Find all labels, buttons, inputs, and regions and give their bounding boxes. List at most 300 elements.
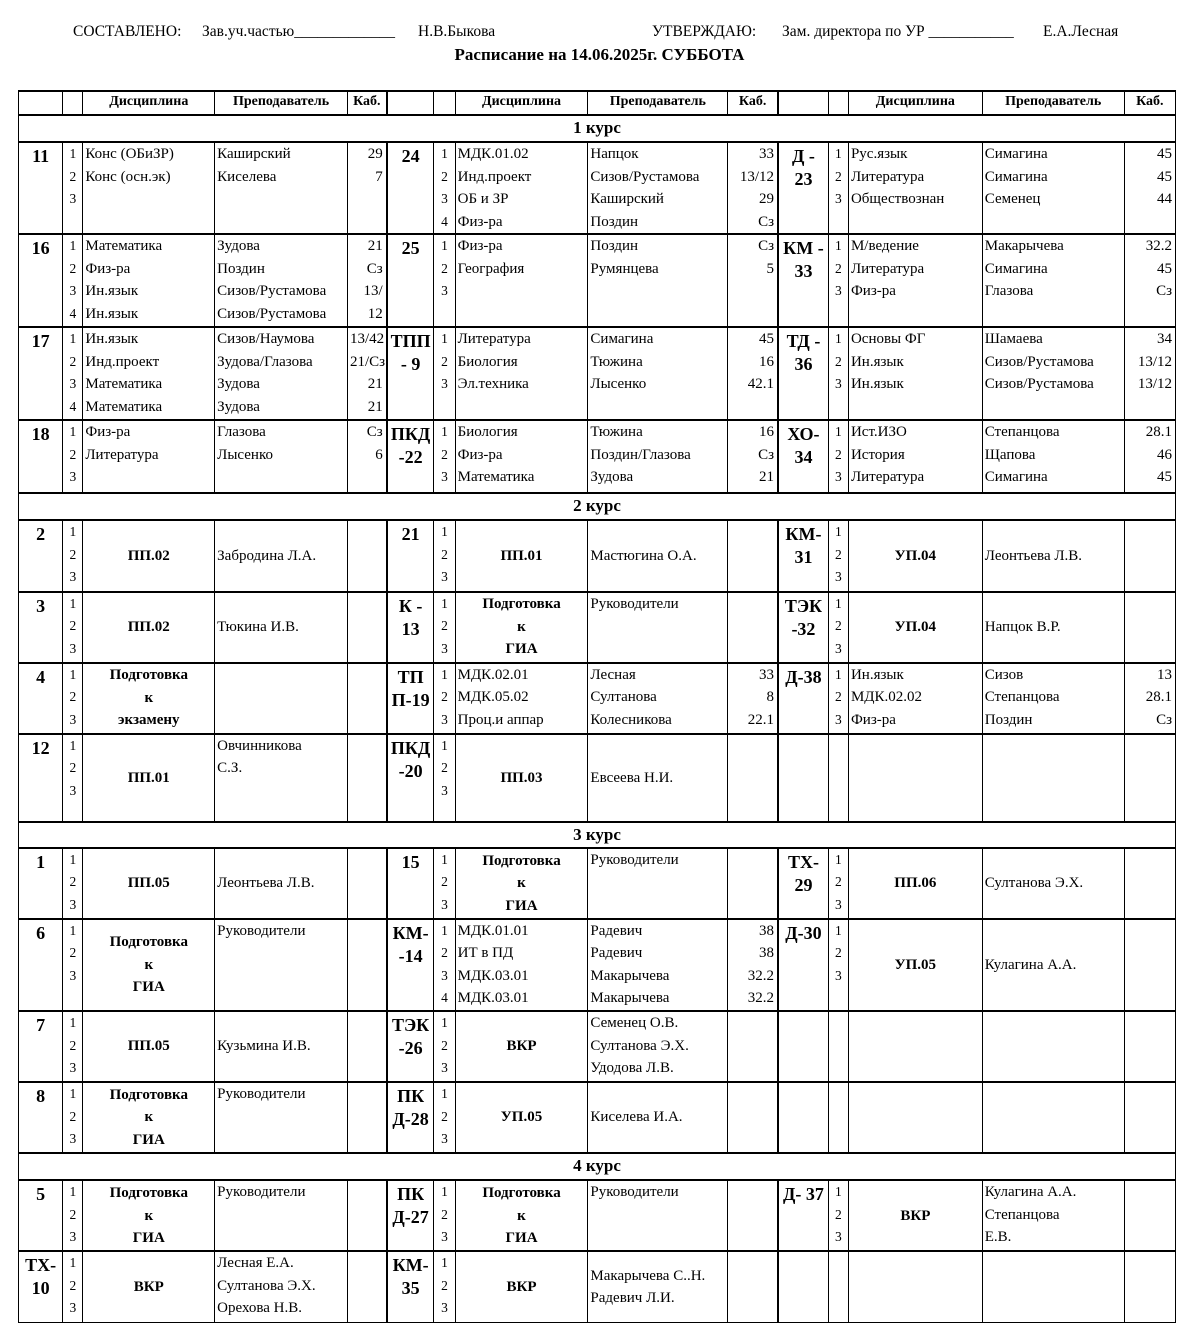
pair-numbers xyxy=(63,592,83,663)
teacher-cell xyxy=(215,919,348,1011)
practice-cell xyxy=(83,592,215,663)
practice-label: к xyxy=(144,689,154,706)
practice-cell xyxy=(83,1011,215,1082)
header-pair-cell xyxy=(828,91,848,115)
group-name: ПК Д-27 xyxy=(387,1180,434,1251)
practice-label: УП.04 xyxy=(894,547,937,564)
pair-numbers xyxy=(63,1082,83,1153)
teacher-name: Леонтьева Л.В. xyxy=(984,547,1083,564)
practice-label: к xyxy=(517,875,526,892)
teacher-name: Симагина xyxy=(984,469,1048,486)
practice-label: ПП.06 xyxy=(894,875,937,892)
schedule-row xyxy=(19,327,1176,420)
teacher-cell xyxy=(982,520,1124,591)
room-number: 21 xyxy=(367,376,383,393)
teacher-name: Сизов/Рустамова xyxy=(217,283,327,300)
teacher-name: Поздин/Глазова xyxy=(590,446,691,463)
practice-cell xyxy=(848,1180,982,1251)
teacher-name: Е.В. xyxy=(984,1229,1012,1246)
empty-cell xyxy=(848,1251,982,1322)
practice-cell xyxy=(848,592,982,663)
room-number: 13 xyxy=(1157,666,1172,683)
pair-number: 3 xyxy=(69,191,77,207)
discipline-cell xyxy=(848,663,982,734)
room-number: 28.1 xyxy=(1145,689,1172,706)
schedule-row xyxy=(19,919,1176,1011)
practice-cell xyxy=(455,592,588,663)
group-name: 8 xyxy=(19,1082,63,1153)
room-cell xyxy=(1124,234,1175,327)
pair-number: 2 xyxy=(441,446,448,462)
pair-numbers xyxy=(434,420,455,493)
pair-numbers xyxy=(434,848,455,919)
teacher-cell xyxy=(215,142,348,234)
discipline-name: М/ведение xyxy=(850,238,919,255)
header-pair-cell xyxy=(434,91,455,115)
teacher-name: Симагина xyxy=(590,331,654,348)
room-cell xyxy=(1124,327,1175,420)
teacher-name: Радевич Л.И. xyxy=(590,1290,675,1307)
header-group-cell xyxy=(778,91,828,115)
pair-number: 2 xyxy=(441,874,448,890)
pair-number: 2 xyxy=(835,168,842,184)
empty-cell xyxy=(828,734,848,822)
teacher-name: Султанова Э.Х. xyxy=(217,1277,316,1294)
pair-number: 3 xyxy=(441,967,448,983)
room-number: 13/12 xyxy=(739,168,775,185)
empty-cell xyxy=(828,1011,848,1082)
pair-number: 3 xyxy=(441,1229,448,1245)
pair-numbers xyxy=(434,1082,455,1153)
room-number: Сз xyxy=(366,260,383,277)
room-cell xyxy=(728,420,778,493)
teacher-cell xyxy=(588,1180,728,1251)
teacher-name: Киселева И.А. xyxy=(590,1109,683,1126)
empty-cell xyxy=(778,1082,828,1153)
schedule-row xyxy=(19,1082,1176,1153)
group-name: ХО- 34 xyxy=(778,420,828,493)
teacher-name: Забродина Л.А. xyxy=(217,547,317,564)
room-number: 29 xyxy=(367,146,383,163)
practice-label: ПП.03 xyxy=(500,769,543,786)
schedule-row xyxy=(19,234,1176,327)
pair-number: 3 xyxy=(69,469,77,485)
room-number: 21 xyxy=(367,398,383,415)
group-name: Д - 23 xyxy=(778,142,828,234)
teacher-cell xyxy=(588,663,728,734)
room-number: 5 xyxy=(766,260,775,277)
room-cell xyxy=(1124,420,1175,493)
practice-label: к xyxy=(517,1207,526,1224)
group-name: 17 xyxy=(19,327,63,420)
pair-numbers xyxy=(434,234,455,327)
teacher-name: Зудова xyxy=(217,376,260,393)
teacher-name: Султанова Э.Х. xyxy=(984,875,1084,892)
group-name: ТП П-19 xyxy=(387,663,434,734)
schedule-row xyxy=(19,142,1176,234)
pair-number: 3 xyxy=(69,1060,77,1076)
room-cell xyxy=(728,520,778,591)
group-name: КМ - 33 xyxy=(778,234,828,327)
schedule-row xyxy=(19,520,1176,591)
room-cell xyxy=(347,520,386,591)
practice-label: ПП.05 xyxy=(127,875,170,892)
pair-number: 3 xyxy=(835,569,842,585)
teacher-cell xyxy=(588,1011,728,1082)
discipline-name: Физ-ра xyxy=(85,260,131,277)
teacher-name: Поздин xyxy=(590,213,639,230)
pair-number: 3 xyxy=(835,711,842,727)
practice-label: УП.05 xyxy=(894,956,937,973)
pair-number: 4 xyxy=(69,398,77,414)
pair-number: 1 xyxy=(835,666,842,682)
discipline-name: МДК.02.01 xyxy=(457,666,529,683)
discipline-name: Математика xyxy=(85,238,163,255)
teacher-name: Степанцова xyxy=(984,689,1060,706)
teacher-name: Тюжина xyxy=(590,424,643,441)
discipline-name: Ин.язык xyxy=(850,353,904,370)
practice-cell xyxy=(83,848,215,919)
pair-numbers xyxy=(63,1011,83,1082)
schedule-row xyxy=(19,1251,1176,1322)
discipline-name: Конс (ОБиЗР) xyxy=(85,146,174,163)
teacher-name: Макарычева xyxy=(984,238,1064,255)
room-number: 33 xyxy=(759,666,775,683)
group-name: 5 xyxy=(19,1180,63,1251)
teacher-cell xyxy=(982,848,1124,919)
room-number: 45 xyxy=(759,331,775,348)
practice-label: УП.04 xyxy=(894,618,937,635)
discipline-cell xyxy=(83,234,215,327)
group-name: 2 xyxy=(19,520,63,591)
practice-cell xyxy=(83,1251,215,1322)
room-number: 12 xyxy=(367,305,383,322)
practice-label: ГИА xyxy=(132,1230,165,1246)
pair-numbers xyxy=(828,848,848,919)
pair-number: 1 xyxy=(441,331,448,347)
header-room: Каб. xyxy=(347,91,386,115)
empty-cell xyxy=(848,1082,982,1153)
pair-number: 3 xyxy=(441,1300,448,1316)
course-section-title: 4 курс xyxy=(19,1153,1176,1180)
discipline-name: МДК.01.02 xyxy=(457,146,529,163)
discipline-name: Инд.проект xyxy=(457,168,532,185)
discipline-name: Литература xyxy=(457,331,531,348)
pair-number: 3 xyxy=(69,711,77,727)
discipline-name: Инд.проект xyxy=(85,353,160,370)
pair-numbers xyxy=(63,420,83,493)
course-section-row xyxy=(19,115,1176,142)
room-cell xyxy=(347,848,386,919)
compiled-by-post: Зав.уч.частью_____________ xyxy=(202,23,395,40)
room-number: Сз xyxy=(366,424,383,441)
room-cell xyxy=(347,1180,386,1251)
empty-cell xyxy=(828,1251,848,1322)
room-number: 46 xyxy=(1157,446,1172,463)
teacher-name: Зудова xyxy=(590,469,634,486)
teacher-cell xyxy=(215,1011,348,1082)
pair-number: 2 xyxy=(441,1108,448,1124)
pair-number: 2 xyxy=(835,945,842,961)
group-name: ТХ- 10 xyxy=(19,1251,63,1322)
pair-number: 2 xyxy=(69,168,77,184)
pair-number: 1 xyxy=(441,524,448,540)
pair-number: 1 xyxy=(69,1184,77,1200)
course-section-row xyxy=(19,822,1176,848)
practice-label: Подготовка xyxy=(109,667,188,684)
room-number: 32.2 xyxy=(747,967,775,984)
empty-cell xyxy=(778,734,828,822)
teacher-cell xyxy=(215,592,348,663)
pair-number: 3 xyxy=(69,283,77,299)
pair-number: 2 xyxy=(69,1206,77,1222)
teacher-name: Лысенко xyxy=(590,376,647,393)
empty-cell xyxy=(1124,734,1175,822)
group-name: 7 xyxy=(19,1011,63,1082)
pair-number: 1 xyxy=(835,851,842,867)
practice-label: экзамену xyxy=(118,712,180,729)
room-cell xyxy=(1124,663,1175,734)
group-name: ТХ- 29 xyxy=(778,848,828,919)
header-discipline: Дисциплина xyxy=(848,91,982,115)
group-name: КМ- 31 xyxy=(778,520,828,591)
room-cell xyxy=(347,1011,386,1082)
teacher-cell xyxy=(215,663,348,734)
pair-number: 1 xyxy=(69,851,77,867)
discipline-cell xyxy=(455,420,588,493)
empty-cell xyxy=(982,1251,1124,1322)
teacher-name: Орехова Н.В. xyxy=(217,1300,303,1317)
room-cell xyxy=(1124,919,1175,1011)
room-number: Сз xyxy=(758,238,775,255)
pair-number: 4 xyxy=(441,990,448,1006)
room-cell xyxy=(347,327,386,420)
pair-number: 2 xyxy=(69,689,77,705)
discipline-name: МДК.01.01 xyxy=(457,922,529,939)
pair-numbers xyxy=(434,327,455,420)
room-number: Сз xyxy=(758,446,775,463)
practice-label: ВКР xyxy=(506,1038,537,1055)
schedule-row xyxy=(19,734,1176,822)
pair-number: 2 xyxy=(441,546,448,562)
discipline-name: МДК.03.01 xyxy=(457,967,529,984)
pair-numbers xyxy=(828,663,848,734)
teacher-cell xyxy=(588,1251,728,1322)
teacher-name: Руководители xyxy=(217,1086,306,1103)
pair-number: 1 xyxy=(835,922,842,938)
discipline-name: Ин.язык xyxy=(85,305,139,322)
teacher-name: Султанова Э.Х. xyxy=(590,1037,689,1054)
teacher-name: Руководители xyxy=(590,1184,679,1201)
schedule-row xyxy=(19,420,1176,493)
teacher-name: Глазова xyxy=(217,424,266,441)
room-number: 45 xyxy=(1157,469,1172,486)
pair-number: 2 xyxy=(441,689,448,705)
teacher-name: Сизов/Рустамова xyxy=(590,168,700,185)
teacher-name: Кулагина А.А. xyxy=(984,956,1077,973)
room-number: 13/ xyxy=(363,283,383,300)
teacher-cell xyxy=(215,1082,348,1153)
discipline-name: Литература xyxy=(85,446,159,463)
teacher-name: Румянцева xyxy=(590,260,659,277)
teacher-name: Овчинникова xyxy=(217,737,302,754)
group-name: КМ- 35 xyxy=(387,1251,434,1322)
discipline-name: Математика xyxy=(85,398,163,415)
teacher-cell xyxy=(588,520,728,591)
pair-number: 3 xyxy=(441,711,448,727)
room-number: 6 xyxy=(375,446,383,463)
group-name: ТД - 36 xyxy=(778,327,828,420)
practice-cell xyxy=(455,734,588,822)
practice-label: к xyxy=(144,1207,154,1224)
teacher-name: Руководители xyxy=(590,851,679,868)
empty-cell xyxy=(1124,1011,1175,1082)
teacher-name: Степанцова xyxy=(984,1206,1060,1223)
pair-number: 1 xyxy=(69,595,77,611)
discipline-cell xyxy=(455,234,588,327)
pair-number: 3 xyxy=(69,376,77,392)
room-cell xyxy=(728,1180,778,1251)
discipline-name: Обществознан xyxy=(850,191,945,208)
group-name: 6 xyxy=(19,919,63,1011)
group-name: 12 xyxy=(19,734,63,822)
pair-number: 2 xyxy=(69,618,77,634)
room-number: 42.1 xyxy=(747,376,775,393)
teacher-name: Радевич xyxy=(590,945,643,962)
practice-label: Подготовка xyxy=(109,1185,188,1201)
teacher-name: Сизов/Рустамова xyxy=(984,376,1094,393)
discipline-name: Литература xyxy=(850,168,925,185)
room-cell xyxy=(347,1082,386,1153)
schedule-table xyxy=(18,90,1176,1323)
teacher-cell xyxy=(982,327,1124,420)
teacher-name: Каширский xyxy=(217,146,291,163)
practice-label: УП.05 xyxy=(500,1109,543,1126)
practice-cell xyxy=(83,1180,215,1251)
pair-number: 2 xyxy=(69,353,77,369)
room-cell xyxy=(728,1082,778,1153)
room-number: 13/12 xyxy=(1137,376,1172,393)
header-teacher: Преподаватель xyxy=(588,91,728,115)
pair-number: 1 xyxy=(441,1184,448,1200)
teacher-name: Каширский xyxy=(590,191,664,208)
discipline-name: Конс (осн.эк) xyxy=(85,168,171,185)
room-number: 8 xyxy=(766,689,775,706)
group-name: 25 xyxy=(387,234,434,327)
discipline-cell xyxy=(848,142,982,234)
course-section-row xyxy=(19,493,1176,520)
practice-cell xyxy=(455,1011,588,1082)
pair-number: 3 xyxy=(69,782,77,798)
pair-number: 3 xyxy=(69,896,77,912)
course-section-title: 1 курс xyxy=(19,115,1176,142)
teacher-cell xyxy=(982,663,1124,734)
teacher-name: Симагина xyxy=(984,168,1048,185)
teacher-cell xyxy=(215,234,348,327)
room-cell xyxy=(1124,520,1175,591)
header-discipline: Дисциплина xyxy=(455,91,588,115)
pair-number: 2 xyxy=(835,689,842,705)
teacher-cell xyxy=(588,420,728,493)
teacher-cell xyxy=(215,848,348,919)
group-name: Д- 37 xyxy=(778,1180,828,1251)
room-number: 28.1 xyxy=(1145,424,1172,441)
discipline-name: Ин.язык xyxy=(85,283,139,300)
room-number: 21/Сз xyxy=(349,353,386,370)
practice-label: ПП.02 xyxy=(127,618,170,635)
discipline-name: Ин.язык xyxy=(85,331,139,348)
room-cell xyxy=(347,420,386,493)
pair-numbers xyxy=(434,663,455,734)
pair-numbers xyxy=(63,1180,83,1251)
schedule-row xyxy=(19,1180,1176,1251)
pair-number: 2 xyxy=(441,1206,448,1222)
pair-number: 1 xyxy=(835,424,842,440)
pair-number: 1 xyxy=(835,331,842,347)
pair-number: 1 xyxy=(835,595,842,611)
teacher-name: Мастюгина О.А. xyxy=(590,547,697,564)
teacher-cell xyxy=(982,1180,1124,1251)
header-pair-cell xyxy=(63,91,83,115)
room-cell xyxy=(347,1251,386,1322)
teacher-name: Колесникова xyxy=(590,711,672,728)
group-name: 1 xyxy=(19,848,63,919)
discipline-name: МДК.02.02 xyxy=(850,689,923,706)
group-name: 21 xyxy=(387,520,434,591)
approved-by-label: УТВЕРЖДАЮ: xyxy=(652,23,757,40)
pair-number: 1 xyxy=(441,424,448,440)
discipline-name: Ин.язык xyxy=(850,376,904,393)
room-cell xyxy=(728,1251,778,1322)
teacher-name: Тюжина xyxy=(590,353,643,370)
room-cell xyxy=(347,663,386,734)
pair-number: 3 xyxy=(441,469,448,485)
room-cell xyxy=(1124,142,1175,234)
teacher-name: Лесная xyxy=(590,666,636,683)
teacher-name: Кузьмина И.В. xyxy=(217,1038,311,1055)
teacher-name: Зудова/Глазова xyxy=(217,353,313,370)
pair-number: 1 xyxy=(441,851,448,867)
pair-number: 2 xyxy=(441,168,448,184)
pair-number: 1 xyxy=(69,524,77,540)
pair-number: 1 xyxy=(835,524,842,540)
pair-number: 1 xyxy=(69,331,77,347)
schedule-row xyxy=(19,663,1176,734)
schedule-row xyxy=(19,1011,1176,1082)
pair-number: 2 xyxy=(441,945,448,961)
teacher-name: Зудова xyxy=(217,238,260,255)
pair-number: 1 xyxy=(441,1086,448,1102)
pair-number: 2 xyxy=(69,1037,77,1053)
pair-number: 2 xyxy=(441,618,448,634)
practice-label: к xyxy=(144,1109,154,1126)
discipline-cell xyxy=(83,142,215,234)
header-teacher: Преподаватель xyxy=(982,91,1124,115)
room-cell xyxy=(728,327,778,420)
pair-number: 3 xyxy=(835,967,842,983)
room-number: 21 xyxy=(759,469,775,486)
practice-label: ГИА xyxy=(132,1131,165,1148)
pair-number: 2 xyxy=(69,1277,77,1293)
teacher-cell xyxy=(215,1180,348,1251)
room-number: 32.2 xyxy=(747,990,775,1007)
teacher-name: Поздин xyxy=(217,260,265,277)
pair-number: 3 xyxy=(69,640,77,656)
practice-label: Подготовка xyxy=(109,1086,188,1103)
pair-number: 2 xyxy=(835,546,842,562)
group-name: ТЭК -26 xyxy=(387,1011,434,1082)
practice-cell xyxy=(848,520,982,591)
